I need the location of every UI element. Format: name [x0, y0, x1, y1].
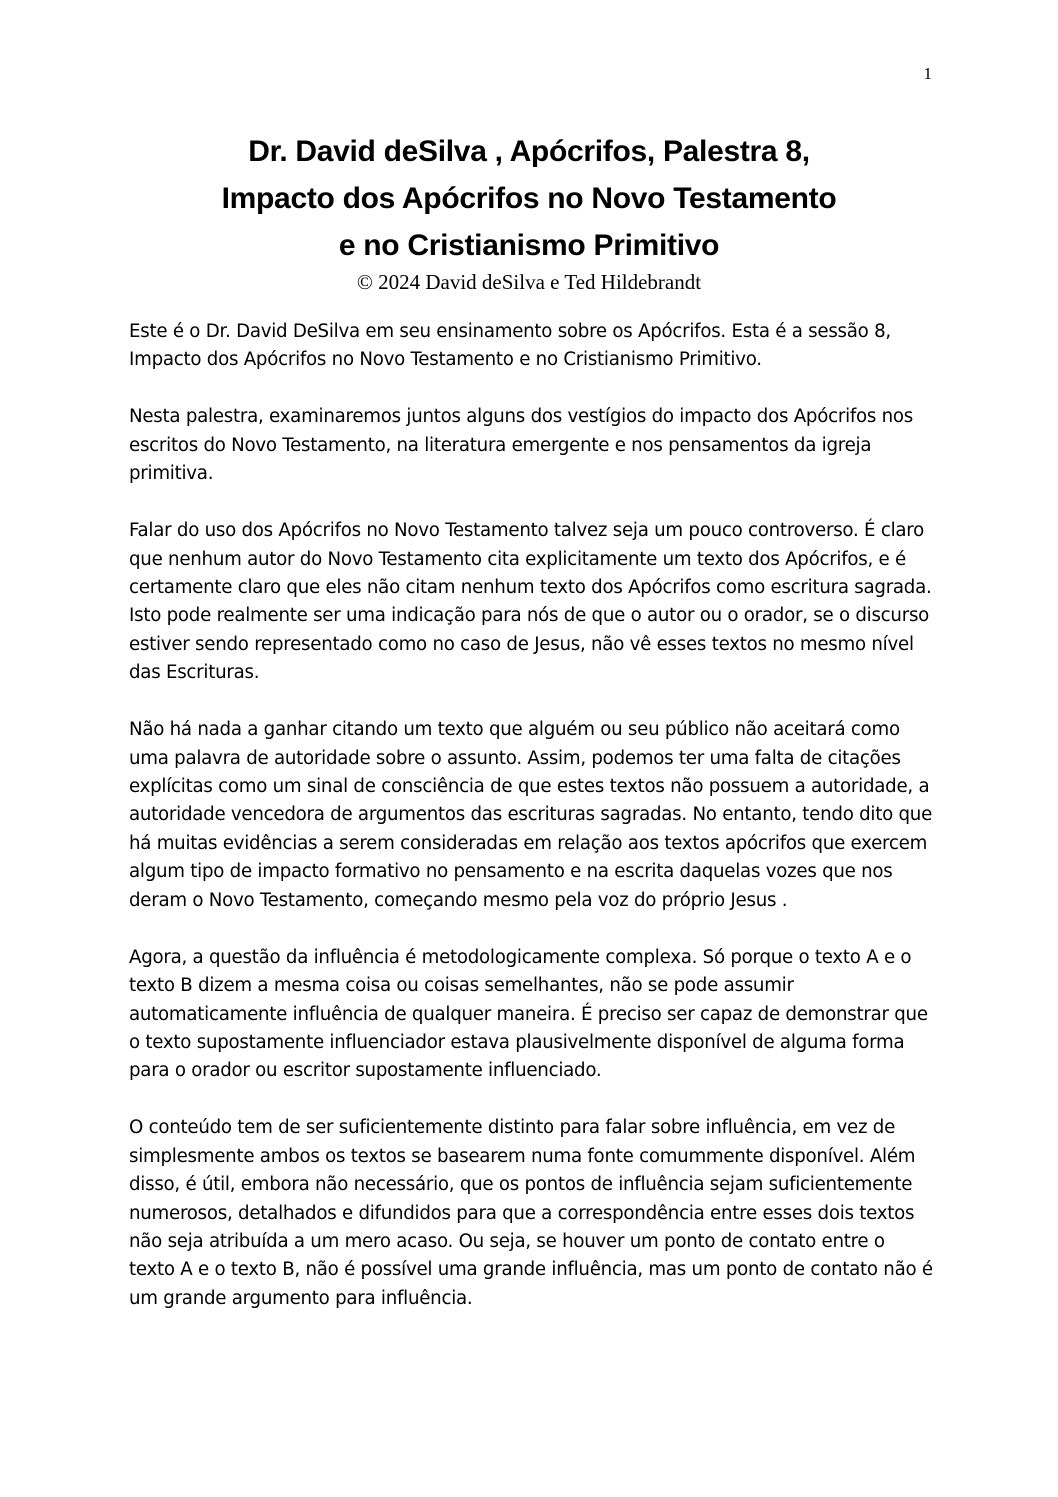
paragraph-2: Nesta palestra, examinaremos juntos alguns dos vestígios do impacto dos Apócrifos nos escritos do Novo Testamento, na literatura emergente e nos pensamentos da igreja primitiva. [129, 406, 914, 485]
document-body [129, 318, 935, 1342]
paragraph-5: Agora, a questão da influência é metodologicamente complexa. Só porque o texto A e o texto B dizem a mesma coisa ou coisas semelhantes, não se pode assumir automaticamente influência de qualquer maneira. É preciso ser capaz de demonstrar que o texto supostamente influenciador estava plausivelmente disponível de alguma forma para o orador ou escritor supostamente influenciado. [129, 946, 928, 1082]
paragraph-3: Falar do uso dos Apócrifos no Novo Testamento talvez seja um pouco controverso. É claro que nenhum autor do Novo Testamento cita explicitamente um texto dos Apócrifos, e é certamente claro que eles não citam nenhum texto dos Apócrifos como escritura sagrada. Isto pode realmente ser uma indicação para nós de que o autor ou o orador, se o discurso estiver sendo representado como no caso de Jesus, não vê esses textos no mesmo nível das Escrituras. [129, 520, 932, 684]
paragraph-6: O conteúdo tem de ser suficientemente distinto para falar sobre influência, em vez de simplesmente ambos os textos se basearem numa fonte comummente disponível. Além disso, é útil, embora não necessário, que os pontos de influência sejam suficientemente numerosos, detalhados e difundidos para que a correspondência entre esses dois textos não seja atribuída a um mero acaso. Ou seja, se houver um ponto de contato entre o texto A e o texto B, não é possível uma grande influência, mas um ponto de contato não é um grande argumento para influência. [129, 1117, 933, 1309]
paragraph-1: Este é o Dr. David DeSilva em seu ensinamento sobre os Apócrifos. Esta é a sessão 8, Impacto dos Apócrifos no Novo Testamento e no Cristianismo Primitivo. [129, 321, 891, 371]
title-block [0, 128, 1058, 295]
page-title-line-1: Dr. David deSilva , Apócrifos, Palestra 8, [248, 135, 810, 168]
copyright-notice: © 2024 David deSilva e Ted Hildebrandt [356, 270, 702, 294]
paragraph-4: Não há nada a ganhar citando um texto que alguém ou seu público não aceitará como uma palavra de autoridade sobre o assunto. Assim, podemos ter uma falta de citações explícitas como um sinal de consciência de que estes textos não possuem a autoridade, a autoridade vencedora de argumentos das escrituras sagradas. No entanto, tendo dito que há muitas evidências a serem consideradas em relação aos textos apócrifos que exercem algum tipo de impacto formativo no pensamento e na escrita daquelas vozes que nos deram o Novo Testamento, começando mesmo pela voz do próprio Jesus . [129, 719, 933, 911]
page-number: 1 [923, 64, 932, 83]
page-title-line-3: e no Cristianismo Primitivo [338, 229, 720, 262]
page-title-line-2: Impacto dos Apócrifos no Novo Testamento [221, 182, 837, 215]
